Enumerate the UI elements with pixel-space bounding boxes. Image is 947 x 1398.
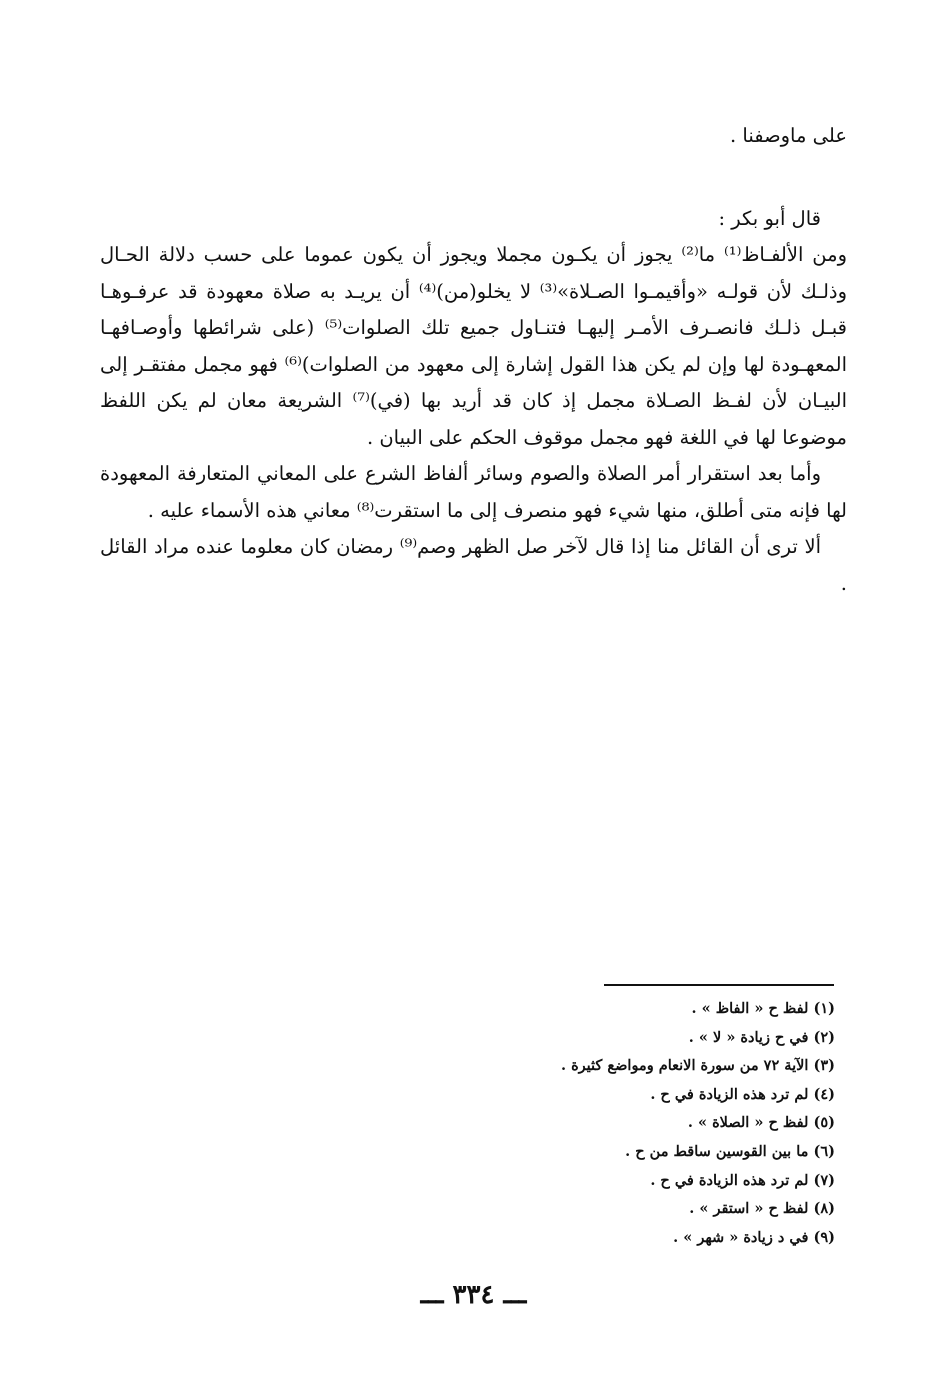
footnote-8: (٨) لفظ ح « استقر » . [689,1200,835,1218]
footnote-2: (٢) في ح زيادة « لا » . [688,1028,835,1046]
speaker-line: قال أبو بكر : [718,206,821,230]
main-text [100,118,847,602]
footnote-separator [604,984,834,986]
paragraph-1: ومن الألفـاظ⁽¹⁾ ما⁽²⁾ يجوز أن يكـون مجملا ويجوز أن يكون عموما على حسب دلالة الحـال وذلـك لأن قولـه «وأقيمـوا الصـلاة»⁽³⁾ لا يخلو(من)⁽⁴⁾ أن يريـد به صلاة معهودة قد عرفـوهـا قبـل ذلـك فانصـرف الأمـر إليهـا فتنـاول جميع تلك الصلوات⁽⁵⁾ (على شرائطها وأوصـافهـا المعهـودة لها وإن لم يكن هذا القول إشارة إلى معهود من الصلوات)⁽⁶⁾ فهو مجمل مفتقـر إلى البيـان لأن لفـظ الصـلاة مجمل إذ كان قد أريد بها (في)⁽⁷⁾ الشريعة معان لم يكن اللفظ موضوعا لها في اللغة فهو مجمل موقوف الحكم على البيان . [100,243,847,449]
footnote-9: (٩) في د زيادة « شهر » . [673,1228,835,1246]
opening-line: على ماوصفنا . [730,124,847,147]
footnote-5: (٥) لفظ ح « الصلاة » . [687,1114,835,1132]
footnote-6: (٦) ما بين القوسين ساقط من ح . [625,1142,835,1160]
page-number: ـــ ٣٣٤ ـــ [420,1280,527,1310]
footnote-3: (٣) الآية ٧٢ من سورة الانعام ومواضع كثيرة . [560,1057,835,1075]
paragraph-2: وأما بعد استقرار أمر الصلاة والصوم وسائر ألفاظ الشرع على المعاني المتعارفة المعهودة لها فإنه متى أطلق، منها شيء فهو منصرف إلى ما استقرت⁽⁸⁾ معاني هذه الأسماء عليه . [100,462,847,522]
paragraph-3: ألا ترى أن القائل منا إذا قال لآخر صل الظهر وصم⁽⁹⁾ رمضان كان معلوما عنده مراد القائل . [100,535,847,595]
footnote-1: (١) لفظ ح « الفاظ » . [691,1000,835,1017]
footnotes [415,995,835,1252]
footnote-4: (٤) لم ترد هذه الزيادة في ح . [650,1085,835,1103]
footnote-7: (٧) لم ترد هذه الزيادة في ح . [650,1171,835,1189]
